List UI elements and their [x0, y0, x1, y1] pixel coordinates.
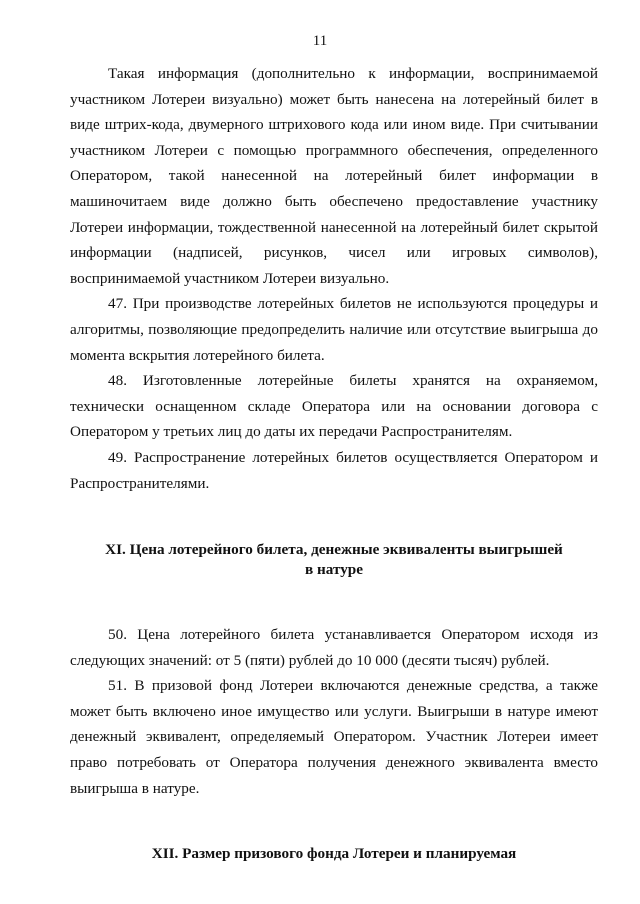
paragraph-49: 49. Распространение лотерейных билетов осуществляется Оператором и Распространителями. [70, 448, 598, 492]
paragraph-47: 47. При производстве лотерейных билетов не используются процедуры и алгоритмы, позволяющие предопределить наличие или отсутствие выигрыша до момента вскрытия лотерейного билета. [70, 295, 598, 364]
paragraph-info-encoding: Такая информация (дополнительно к информации, воспринимаемой участником Лотереи визуально) может быть нанесена на лотерейный билет в виде штрих-кода, двумерного штрихового кода или ином виде. При считывании участником Лотереи с помощью программного обеспечения, определенного Оператором, такой нанесенной на лотерейный билет информации в машиночитаем виде должно быть обеспечено предоставление участнику Лотереи информации, тождественной нанесенной на лотерейный билет скрытой информации (надписей, рисунков, чисел или игровых символов), воспринимаемой участником Лотереи визуально. [70, 65, 598, 287]
page-number: 11 [312, 33, 328, 49]
section-heading-xii-line-1: XII. Размер призового фонда Лотереи и планируемая [151, 845, 517, 863]
section-heading-xii [70, 844, 598, 864]
document-body [70, 61, 598, 864]
section-heading-xi-line-2: в натуре [305, 561, 363, 579]
section-heading-xi-line-1: XI. Цена лотерейного билета, денежные эквиваленты выигрышей [105, 541, 563, 559]
paragraph-48: 48. Изготовленные лотерейные билеты хранятся на охраняемом, технически оснащенном складе Оператора или на основании договора с Оператором у третьих лиц до даты их передачи Распространителям. [70, 372, 598, 441]
paragraph-51: 51. В призовой фонд Лотереи включаются денежные средства, а также может быть включено иное имущество или услуги. Выигрыши в натуре имеют денежный эквивалент, определяемый Оператором. Участник Лотереи имеет право потребовать от Оператора получения денежного эквивалента вместо выигрыша в натуре. [70, 677, 598, 797]
paragraph-50: 50. Цена лотерейного билета устанавливается Оператором исходя из следующих значений: от 5 (пяти) рублей до 10 000 (десяти тысяч) рублей. [70, 626, 598, 669]
section-heading-xi [70, 540, 598, 580]
